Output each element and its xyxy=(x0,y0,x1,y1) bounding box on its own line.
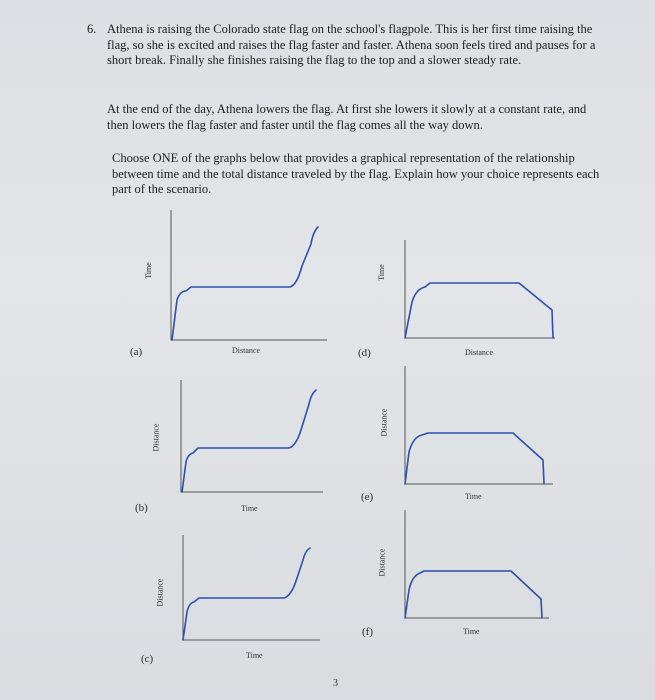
graph-a-axes xyxy=(171,210,327,340)
scenario-paragraph-lowering: At the end of the day, Athena lowers the flag. At first she lowers it slowly at a constant rate, and then lowers the flag faster and faster until the flag comes all the way down. xyxy=(107,102,587,132)
graph-d-ylabel: Time xyxy=(376,264,386,281)
graph-e-curve xyxy=(405,433,544,484)
graph-a-curve xyxy=(172,227,318,340)
graph-f-curve xyxy=(405,571,542,618)
page-number: 3 xyxy=(333,678,338,689)
graph-b-axes xyxy=(181,380,323,492)
graph-e-ylabel: Distance xyxy=(379,408,389,437)
graph-c-xlabel: Time xyxy=(246,651,263,660)
scenario-paragraph-raising: Athena is raising the Colorado state flag on the school's flagpole. This is her first time raising the flag, so she is excited and raises the flag faster and faster. Athena soon feels tired and pauses for a short break. Finally she finishes raising the flag to the top and a slower steady rate. xyxy=(107,22,596,67)
graph-c-axes xyxy=(183,535,320,640)
graph-e-axes xyxy=(405,366,553,484)
graph-a-label: (a) xyxy=(130,346,143,358)
graph-a-xlabel: Distance xyxy=(232,346,260,355)
graph-f-xlabel: Time xyxy=(463,627,480,636)
graph-b-xlabel: Time xyxy=(241,504,258,513)
graph-b-ylabel: Distance xyxy=(151,423,161,452)
graph-c-ylabel: Distance xyxy=(155,578,165,607)
graph-c-label: (c) xyxy=(141,653,154,665)
graph-c-curve xyxy=(183,548,310,640)
graph-e-label: (e) xyxy=(361,491,374,503)
instruction-paragraph: Choose ONE of the graphs below that provides a graphical representation of the relationship between time and the total distance traveled by the flag. Explain how your choice represents each part of the scenario. xyxy=(112,151,600,196)
graph-b-label: (b) xyxy=(135,502,148,514)
graph-d-curve xyxy=(405,283,553,338)
graph-f-axes xyxy=(405,510,549,618)
graph-f-ylabel: Distance xyxy=(377,548,387,577)
graph-d-xlabel: Distance xyxy=(465,348,493,357)
graph-e-xlabel: Time xyxy=(465,492,482,501)
question-number: 6. xyxy=(87,22,97,36)
graph-f-label: (f) xyxy=(362,626,373,638)
graph-a-ylabel: Time xyxy=(143,262,153,279)
graph-d-label: (d) xyxy=(358,347,371,359)
graph-d-axes xyxy=(405,240,555,338)
graph-b-curve xyxy=(182,390,316,492)
